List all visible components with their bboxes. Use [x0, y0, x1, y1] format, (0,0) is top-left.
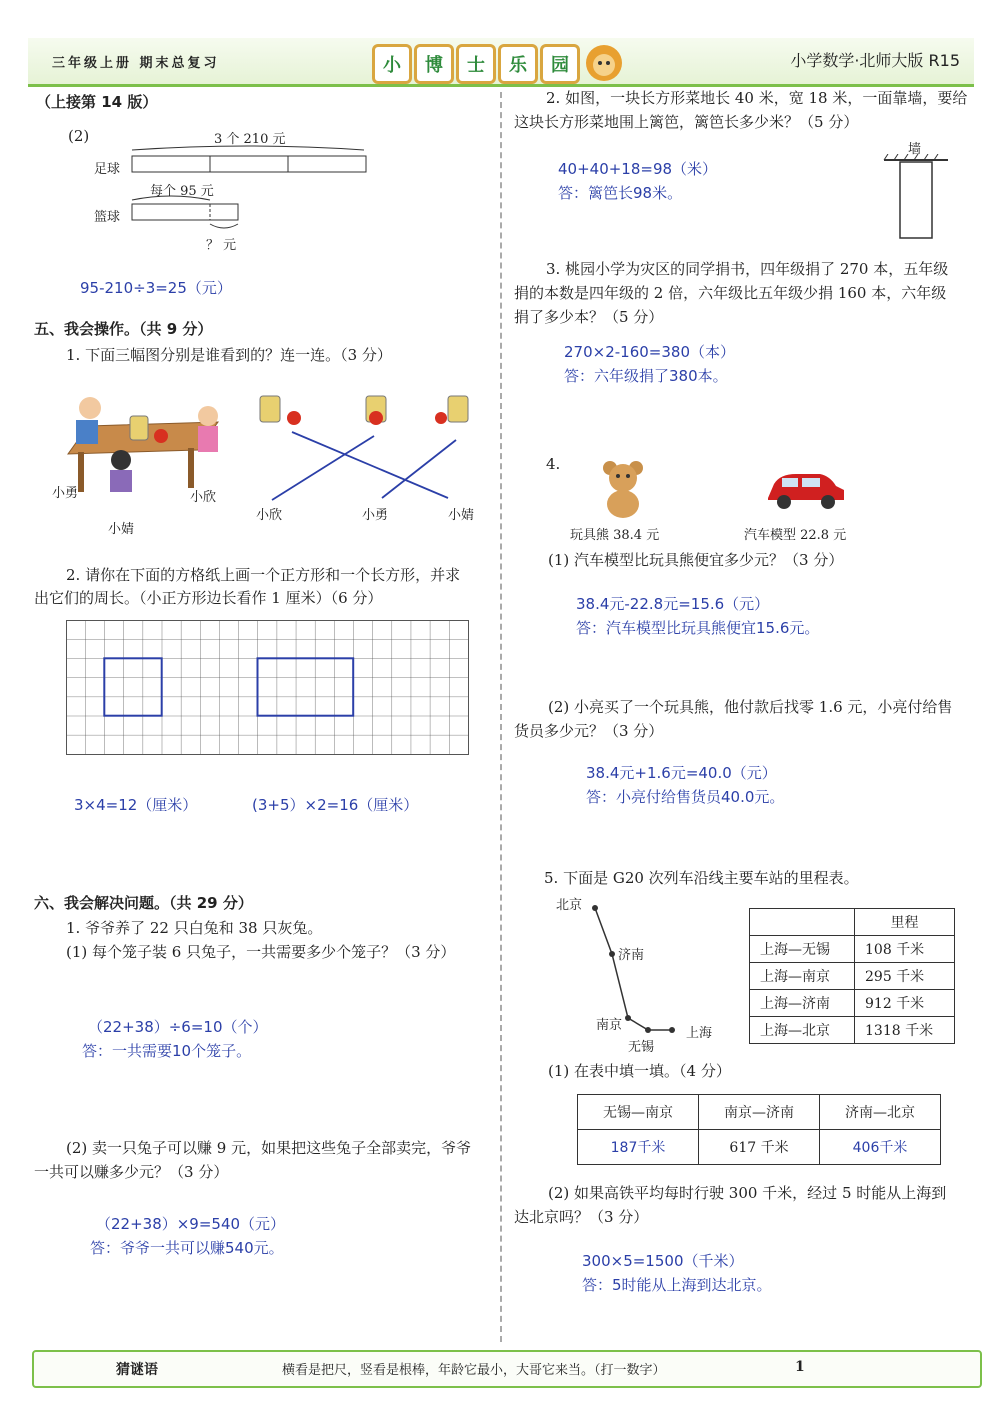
r-q3-line1: 3. 桃园小学为灾区的同学捐书，四年级捐了 270 本，五年级	[546, 260, 949, 278]
rect-perimeter-answer: (3+5）×2=16（厘米）	[252, 796, 419, 814]
r-q4-2-answer-2: 答：小亮付给售货员40.0元。	[586, 788, 785, 806]
distance-cell: 108 千米	[855, 936, 955, 963]
bar-top-label: 3 个 210 元	[214, 132, 286, 147]
distance-cell: 295 千米	[855, 963, 955, 990]
bottom-label-3: 小婧	[448, 508, 475, 523]
section-6-title: 六、我会解决问题。（共 29 分）	[34, 894, 253, 912]
r-q2-answer-2: 答：篱笆长98米。	[558, 184, 683, 202]
grid-paper	[66, 620, 472, 758]
footer-riddle-answer: 1	[795, 1359, 805, 1375]
route-cell: 上海—南京	[750, 963, 855, 990]
teddy-bear-icon	[598, 458, 648, 520]
r-q3-answer-1: 270×2-160=380（本）	[564, 343, 735, 361]
kid-label-xiaoxin: 小欣	[190, 490, 217, 505]
fill-value: 406千米	[820, 1130, 941, 1165]
station-jinan: 济南	[618, 948, 645, 963]
distance-cell: 1318 千米	[855, 1017, 955, 1044]
bottom-label-2: 小勇	[362, 508, 389, 523]
r-q3-line3: 捐了多少本？（5 分）	[514, 308, 664, 326]
r-q4-2-line1: (2) 小亮买了一个玩具熊，他付款后找零 1.6 元，小亮付给售	[548, 698, 953, 716]
r-q4-1-answer-1: 38.4元-22.8元=15.6（元）	[576, 595, 770, 613]
r-q5-1: (1) 在表中填一填。（4 分）	[548, 1062, 731, 1080]
sec6-q1: 1. 爷爷养了 22 只白兔和 38 只灰兔。	[66, 919, 323, 937]
r-q5-2-line1: (2) 如果高铁平均每时行驶 300 千米，经过 5 时能从上海到	[548, 1184, 947, 1202]
r-q2-line1: 2. 如图，一块长方形菜地长 40 米，宽 18 米，一面靠墙，要给	[546, 89, 968, 107]
route-cell: 上海—济南	[750, 990, 855, 1017]
sec6-q1-2-line2: 一共可以赚多少元？（3 分）	[34, 1163, 229, 1181]
route-cell: 上海—北京	[750, 1017, 855, 1044]
table-row	[750, 1017, 955, 1044]
table-row	[578, 1095, 941, 1130]
station-wuxi: 无锡	[628, 1040, 655, 1055]
table-row	[750, 909, 955, 936]
station-shanghai: 上海	[686, 1026, 713, 1041]
logo-char-5: 园	[540, 44, 580, 84]
sec6-q1-2-answer-2: 答：爷爷一共可以赚540元。	[90, 1239, 284, 1257]
q4-2-answer: 95-210÷3=25（元）	[80, 279, 232, 297]
fill-header: 无锡—南京	[578, 1095, 699, 1130]
table-row	[750, 990, 955, 1017]
footer-riddle: 横看是把尺，竖看是根棒，年龄它最小，大哥它来当。（打一数字）	[282, 1363, 666, 1378]
unknown-price-label: ？ 元	[206, 238, 237, 253]
sec5-q1: 1. 下面三幅图分别是谁看到的？连一连。（3 分）	[66, 346, 392, 364]
sec5-q2-line1: 2. 请你在下面的方格纸上画一个正方形和一个长方形，并求	[66, 566, 461, 584]
r-q3-line2: 捐的本数是四年级的 2 倍，六年级比五年级少捐 160 本，六年级	[514, 284, 947, 302]
fill-header: 南京—济南	[699, 1095, 820, 1130]
section-5-title: 五、我会操作。（共 9 分）	[34, 320, 213, 338]
table-row	[750, 963, 955, 990]
footer-label: 猜谜语	[116, 1362, 158, 1378]
wall-label: 墙	[908, 142, 922, 157]
kid-label-xiaoyong: 小勇	[52, 486, 79, 501]
kid-label-xiaojing: 小婧	[108, 522, 135, 537]
column-divider	[500, 92, 502, 1342]
bear-price: 玩具熊 38.4 元	[570, 528, 660, 543]
fill-in-table	[577, 1094, 941, 1165]
header-right-title: 小学数学·北师大版 R15	[790, 51, 960, 70]
logo-char-4: 乐	[498, 44, 538, 84]
r-q5-2-answer-2: 答：5时能从上海到达北京。	[582, 1276, 772, 1294]
r-q5-2-line2: 达北京吗？（3 分）	[514, 1208, 649, 1226]
bottom-label-1: 小欣	[256, 508, 283, 523]
mileage-table	[749, 908, 955, 1044]
station-nanjing: 南京	[596, 1018, 623, 1033]
header-left-title: 三年级上册 期末总复习	[52, 56, 220, 71]
sec5-q2-line2: 出它们的周长。（小正方形边长看作 1 厘米）（6 分）	[34, 589, 383, 607]
toy-car-icon	[764, 468, 846, 512]
r-q4-1: (1) 汽车模型比玩具熊便宜多少元？（3 分）	[548, 551, 844, 569]
distance-cell: 912 千米	[855, 990, 955, 1017]
logo-char-3: 士	[456, 44, 496, 84]
route-cell: 上海—无锡	[750, 936, 855, 963]
table-row	[578, 1130, 941, 1165]
sec6-q1-1-answer-2: 答：一共需要10个笼子。	[82, 1042, 252, 1060]
sec6-q1-1: (1) 每个笼子装 6 只兔子，一共需要多少个笼子？（3 分）	[66, 943, 456, 961]
fill-value: 187千米	[578, 1130, 699, 1165]
fill-header: 济南—北京	[820, 1095, 941, 1130]
garden-wall-diagram	[882, 154, 954, 244]
sec6-q1-2-line1: (2) 卖一只兔子可以赚 9 元，如果把这些兔子全部卖完，爷爷	[66, 1139, 472, 1157]
lion-mascot-icon	[582, 42, 626, 84]
logo-char-2: 博	[414, 44, 454, 84]
r-q4-2-line2: 货员多少元？（3 分）	[514, 722, 664, 740]
r-q2-line2: 这块长方形菜地围上篱笆，篱笆长多少米？（5 分）	[514, 113, 859, 131]
r-q5-title: 5. 下面是 G20 次列车沿线主要车站的里程表。	[544, 869, 859, 887]
station-beijing: 北京	[556, 898, 583, 913]
table-row	[750, 936, 955, 963]
mileage-header: 里程	[855, 909, 955, 936]
football-label: 足球	[94, 162, 121, 177]
sec6-q1-2-answer-1: （22+38）×9=540（元）	[96, 1215, 286, 1233]
r-q4-2-answer-1: 38.4元+1.6元=40.0（元）	[586, 764, 777, 782]
r-q5-2-answer-1: 300×5=1500（千米）	[582, 1252, 744, 1270]
r-q3-answer-2: 答：六年级捐了380本。	[564, 367, 728, 385]
each-price-label: 每个 95 元	[150, 184, 214, 199]
r-q4-number: 4.	[546, 455, 561, 473]
car-price: 汽车模型 22.8 元	[744, 528, 847, 543]
sec6-q1-1-answer-1: （22+38）÷6=10（个）	[88, 1018, 268, 1036]
logo-char-1: 小	[372, 44, 412, 84]
square-perimeter-answer: 3×4=12（厘米）	[74, 796, 198, 814]
views-matching-diagram	[250, 390, 490, 510]
fill-value: 617 千米	[699, 1130, 820, 1165]
continued-note: （上接第 14 版）	[36, 93, 158, 111]
r-q2-answer-1: 40+40+18=98（米）	[558, 160, 718, 178]
r-q4-1-answer-2: 答：汽车模型比玩具熊便宜15.6元。	[576, 619, 820, 637]
q4-2-number: (2)	[68, 127, 90, 145]
basketball-label: 篮球	[94, 210, 121, 225]
